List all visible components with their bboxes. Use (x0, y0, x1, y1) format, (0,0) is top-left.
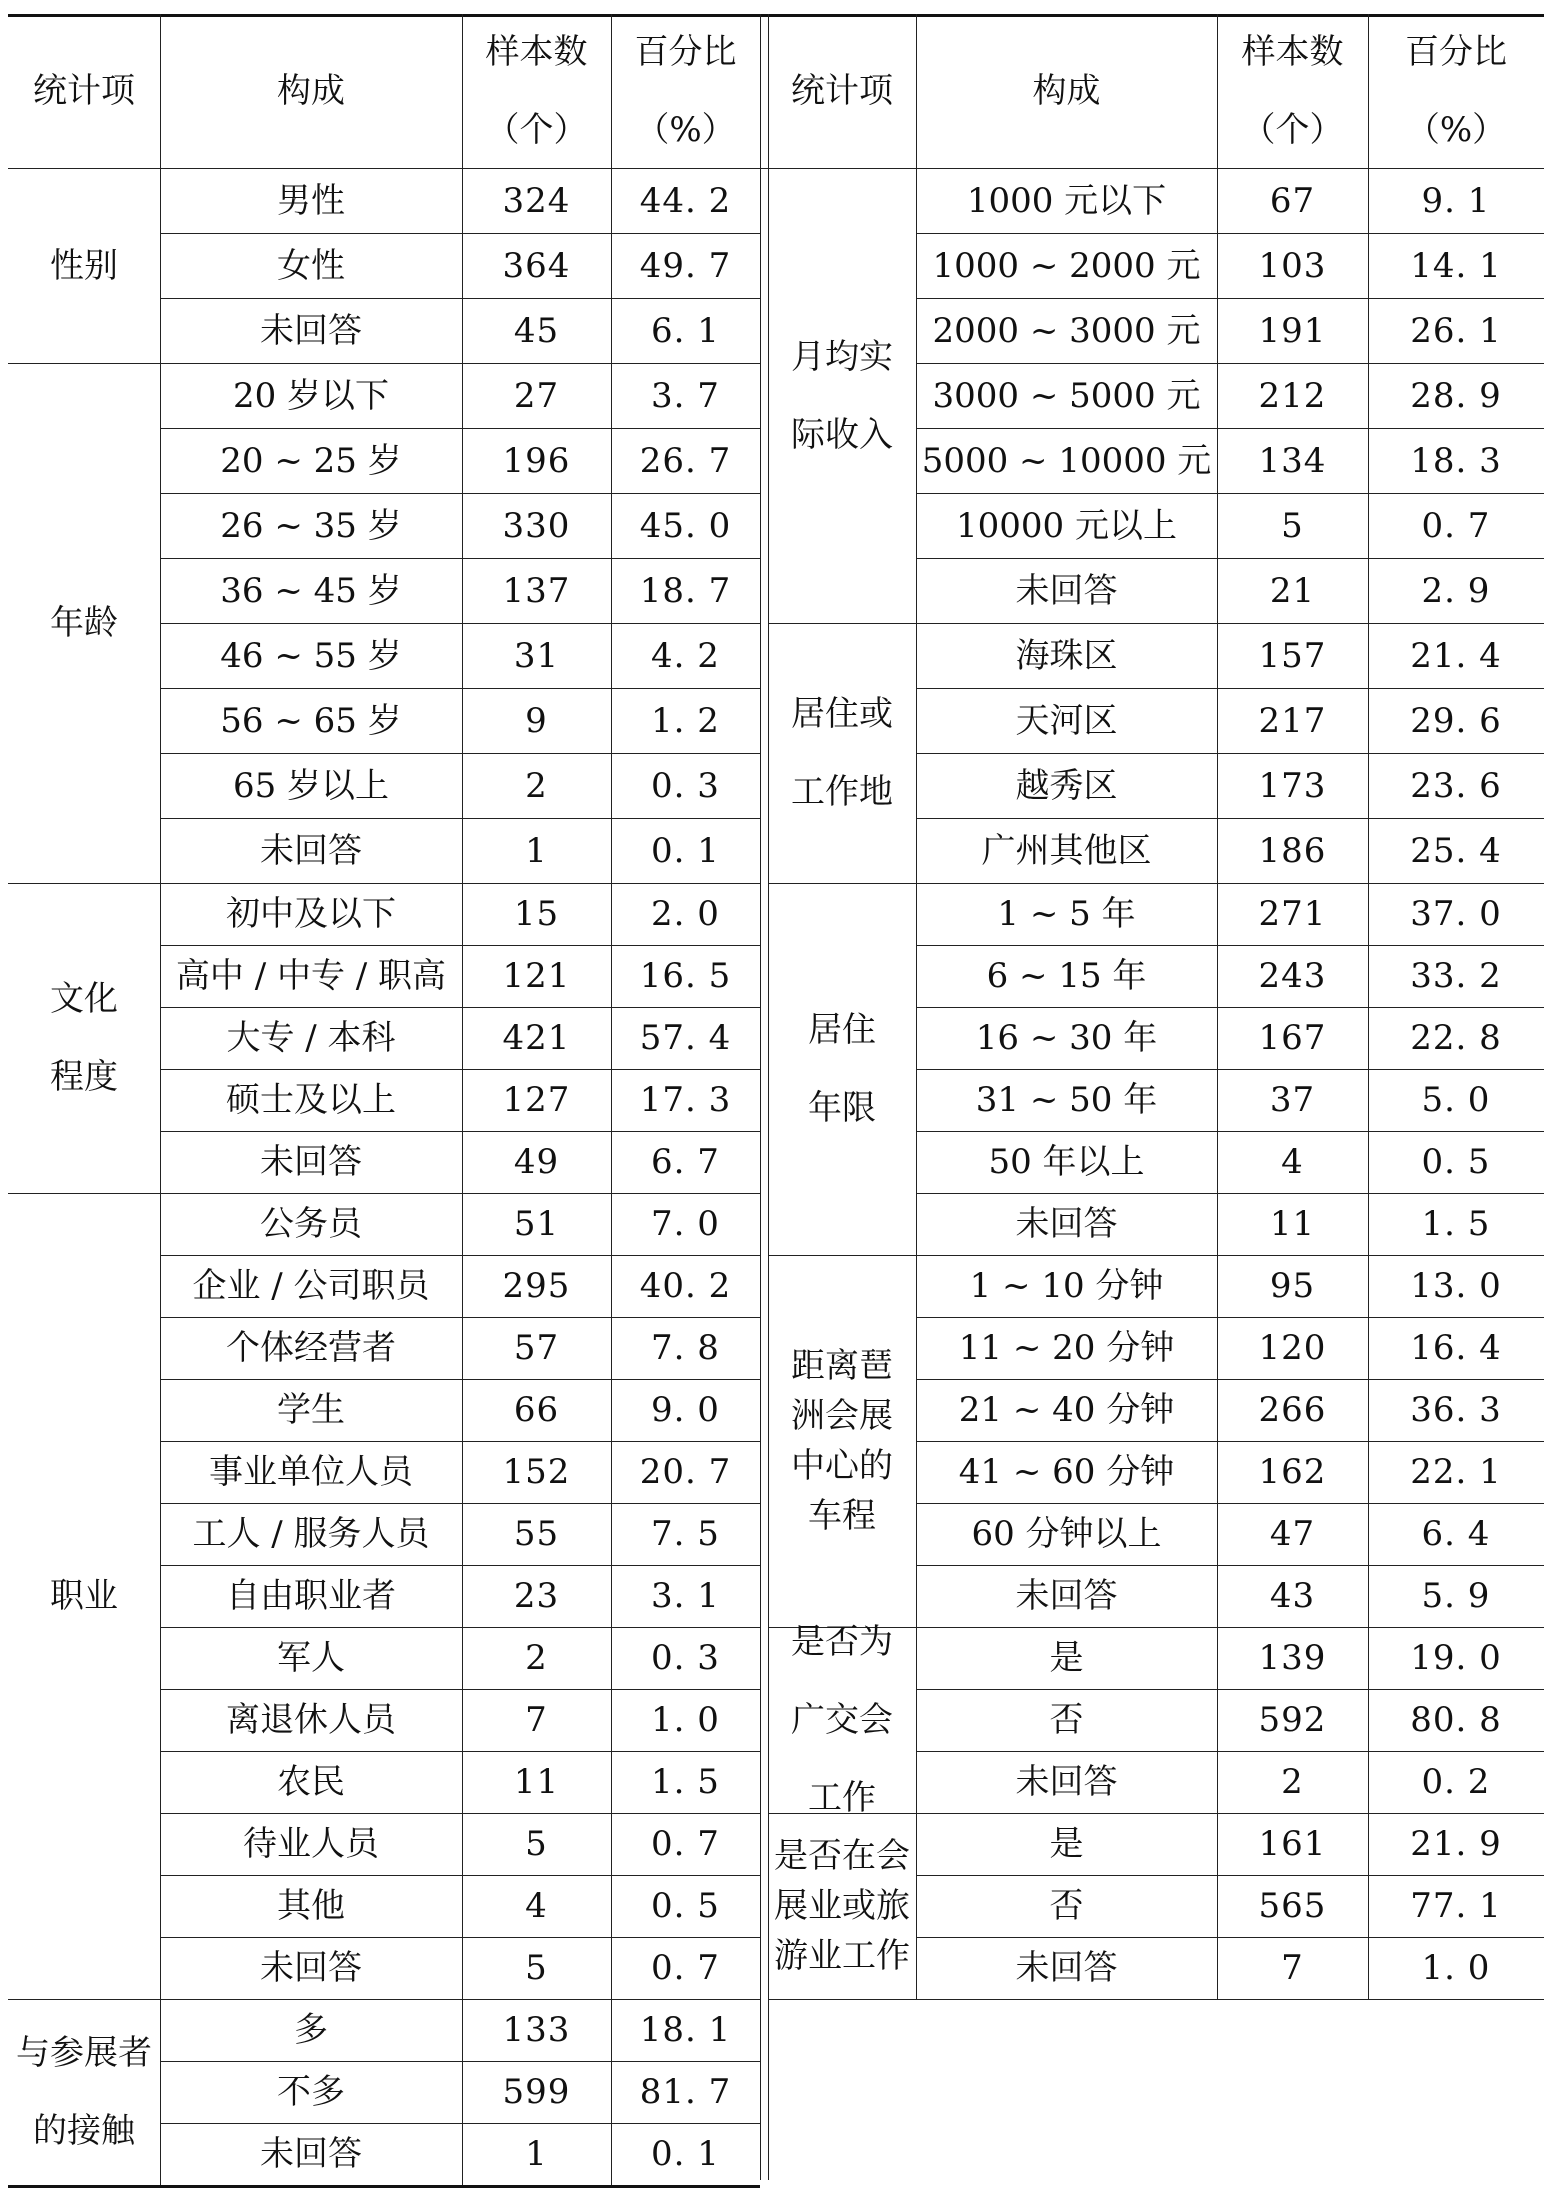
sample-count-cell: 5 (1281, 505, 1304, 546)
right-header-percent (1368, 14, 1544, 168)
percent-cell: 7. 8 (651, 1328, 720, 1368)
sample-count-cell: 67 (1269, 180, 1316, 221)
category-cell: 未回答 (260, 1142, 362, 1182)
sample-count-cell: 11 (1269, 1204, 1316, 1244)
category-cell: 不多 (277, 2072, 345, 2112)
percent-cell: 13. 0 (1410, 1266, 1502, 1306)
percent-cell: 1. 0 (1421, 1948, 1491, 1988)
category-cell: 未回答 (1015, 570, 1118, 611)
category-cell: 广州其他区 (981, 830, 1152, 871)
sample-count-cell: 51 (513, 1204, 560, 1244)
percent-cell: 33. 2 (1410, 956, 1502, 996)
percent-cell: 25. 4 (1410, 830, 1502, 871)
percent-cell: 40. 2 (639, 1266, 732, 1306)
sample-count-cell: 11 (513, 1762, 560, 1802)
sample-count-cell: 2 (1281, 1762, 1304, 1802)
sample-count-title: 样本数 (485, 32, 588, 72)
sample-count-cell: 4 (525, 1886, 548, 1926)
percent-cell: 44. 2 (639, 180, 732, 221)
category-cell: 军人 (277, 1638, 345, 1678)
category-cell: 离退休人员 (226, 1700, 396, 1740)
sample-count-cell: 217 (1258, 700, 1327, 741)
sample-count-cell: 1 (525, 830, 548, 871)
category-cell: 2000 ~ 3000 元 (932, 310, 1201, 351)
category-cell: 事业单位人员 (209, 1452, 413, 1492)
percent-cell: 0. 1 (651, 830, 720, 871)
category-cell: 越秀区 (1015, 765, 1118, 806)
category-cell: 41 ~ 60 分钟 (958, 1452, 1175, 1492)
sample-count-cell: 95 (1269, 1266, 1316, 1306)
percent-cell: 0. 3 (651, 765, 720, 806)
category-cell: 1 ~ 5 年 (997, 894, 1136, 934)
table-bottom-rule (8, 2185, 760, 2188)
percent-cell: 6. 4 (1421, 1514, 1491, 1554)
category-cell: 6 ~ 15 年 (986, 956, 1147, 996)
percent-cell: 5. 0 (1421, 1080, 1491, 1120)
sample-count-cell: 134 (1258, 440, 1327, 481)
percent-cell: 23. 6 (1410, 765, 1502, 806)
sample-count-cell: 295 (502, 1266, 571, 1306)
percent-cell: 37. 0 (1410, 894, 1502, 934)
percent-cell: 0. 3 (651, 1638, 720, 1678)
category-cell: 16 ~ 30 年 (975, 1018, 1158, 1058)
sample-count-cell: 103 (1258, 245, 1327, 286)
percent-cell: 0. 2 (1421, 1762, 1491, 1802)
category-cell: 天河区 (1015, 700, 1118, 741)
sample-count-unit: （个） (1241, 110, 1344, 150)
sample-count-cell: 47 (1269, 1514, 1316, 1554)
sample-count-cell: 9 (525, 700, 548, 741)
percent-cell: 18. 1 (639, 2010, 732, 2050)
column-rule (611, 14, 612, 2185)
percent-cell: 2. 0 (651, 894, 720, 934)
category-cell: 海珠区 (1015, 635, 1118, 676)
category-cell: 1000 元以下 (966, 180, 1167, 221)
percent-cell: 4. 2 (651, 635, 720, 676)
category-cell: 1000 ~ 2000 元 (932, 245, 1201, 286)
category-cell: 未回答 (260, 1948, 362, 1988)
sample-count-cell: 4 (1281, 1142, 1304, 1182)
group-label: 居住年限 (808, 1010, 876, 1128)
percent-title: 百分比 (1405, 32, 1507, 72)
sample-count-cell: 565 (1258, 1886, 1327, 1926)
percent-cell: 80. 8 (1410, 1700, 1502, 1740)
category-cell: 20 ~ 25 岁 (220, 440, 402, 481)
category-cell: 否 (1049, 1886, 1084, 1926)
sample-count-cell: 120 (1258, 1328, 1327, 1368)
sample-count-cell: 5 (525, 1824, 548, 1864)
left-header-stat-item: 统计项 (33, 71, 135, 111)
category-cell: 是 (1049, 1638, 1084, 1678)
percent-cell: 28. 9 (1410, 375, 1502, 416)
group-label: 是否在会展业或旅游业工作 (774, 1836, 910, 1976)
category-cell: 60 分钟以上 (971, 1514, 1162, 1554)
sample-count-cell: 133 (502, 2010, 571, 2050)
percent-cell: 57. 4 (639, 1018, 732, 1058)
sample-count-cell: 364 (502, 245, 571, 286)
category-cell: 36 ~ 45 岁 (220, 570, 402, 611)
percent-cell: 18. 7 (639, 570, 732, 611)
percent-cell: 3. 7 (651, 375, 720, 416)
category-cell: 未回答 (260, 830, 362, 871)
sample-count-cell: 57 (513, 1328, 560, 1368)
percent-cell: 0. 5 (651, 1886, 720, 1926)
category-cell: 未回答 (1015, 1948, 1118, 1988)
percent-cell: 6. 1 (651, 310, 720, 351)
percent-cell: 18. 3 (1410, 440, 1502, 481)
sample-count-cell: 324 (502, 180, 571, 221)
category-cell: 56 ~ 65 岁 (220, 700, 402, 741)
sample-count-cell: 186 (1258, 830, 1327, 871)
category-cell: 31 ~ 50 年 (975, 1080, 1158, 1120)
category-cell: 否 (1049, 1700, 1084, 1740)
sample-count-cell: 2 (525, 1638, 548, 1678)
sample-count-cell: 43 (1269, 1576, 1316, 1616)
percent-cell: 9. 0 (651, 1390, 720, 1430)
percent-cell: 21. 4 (1410, 635, 1502, 676)
right-header-sample-count (1217, 14, 1368, 168)
percent-cell: 1. 2 (651, 700, 720, 741)
category-cell: 个体经营者 (226, 1328, 396, 1368)
sample-count-cell: 27 (513, 375, 560, 416)
sample-count-cell: 157 (1258, 635, 1327, 676)
group-label: 月均实际收入 (791, 336, 893, 455)
group-label: 距离琶洲会展中心的车程 (791, 1346, 893, 1536)
category-cell: 46 ~ 55 岁 (220, 635, 402, 676)
table-top-rule (8, 14, 1544, 17)
group-label: 与参展者的接触 (16, 2033, 152, 2151)
category-cell: 未回答 (1015, 1762, 1118, 1802)
column-rule (160, 14, 161, 2185)
percent-cell: 20. 7 (639, 1452, 732, 1492)
group-label: 性别 (50, 245, 118, 286)
sample-count-cell: 21 (1269, 570, 1316, 611)
category-cell: 未回答 (1015, 1576, 1118, 1616)
category-cell: 11 ~ 20 分钟 (958, 1328, 1175, 1368)
percent-cell: 21. 9 (1410, 1824, 1502, 1864)
percent-cell: 77. 1 (1410, 1886, 1502, 1926)
left-header-composition: 构成 (277, 71, 345, 111)
sample-count-cell: 121 (502, 956, 571, 996)
category-cell: 硕士及以上 (226, 1080, 396, 1120)
percent-cell: 49. 7 (639, 245, 732, 286)
sample-count-cell: 243 (1258, 956, 1327, 996)
percent-cell: 22. 8 (1410, 1018, 1502, 1058)
category-cell: 3000 ~ 5000 元 (932, 375, 1201, 416)
sample-count-cell: 139 (1258, 1638, 1327, 1678)
sample-count-cell: 23 (513, 1576, 560, 1616)
sample-count-cell: 266 (1258, 1390, 1327, 1430)
percent-unit: （%） (635, 110, 736, 150)
percent-cell: 36. 3 (1410, 1390, 1502, 1430)
sample-count-cell: 167 (1258, 1018, 1327, 1058)
sample-count-cell: 196 (502, 440, 571, 481)
sample-count-cell: 212 (1258, 375, 1327, 416)
percent-cell: 17. 3 (639, 1080, 732, 1120)
percent-cell: 7. 5 (651, 1514, 720, 1554)
right-header-stat-item: 统计项 (791, 71, 893, 111)
column-rule (916, 14, 917, 1999)
group-label: 居住或工作地 (791, 694, 893, 812)
sample-count-cell: 66 (513, 1390, 560, 1430)
category-cell: 5000 ~ 10000 元 (921, 440, 1212, 481)
sample-count-cell: 161 (1258, 1824, 1327, 1864)
sample-count-cell: 7 (1281, 1948, 1304, 1988)
sample-count-cell: 592 (1258, 1700, 1327, 1740)
category-cell: 多 (294, 2010, 328, 2050)
percent-cell: 1. 5 (1421, 1204, 1491, 1244)
category-cell: 大专 / 本科 (226, 1018, 396, 1058)
percent-cell: 2. 9 (1421, 570, 1491, 611)
category-cell: 高中 / 中专 / 职高 (175, 956, 447, 996)
category-cell: 1 ~ 10 分钟 (969, 1266, 1164, 1306)
right-bottom-rule (768, 1999, 1544, 2000)
percent-cell: 6. 7 (651, 1142, 720, 1182)
column-rule (1368, 14, 1369, 1999)
category-cell: 50 年以上 (988, 1142, 1145, 1182)
category-cell: 未回答 (260, 310, 362, 351)
sample-count-cell: 37 (1269, 1080, 1316, 1120)
percent-cell: 16. 5 (639, 956, 732, 996)
column-rule (760, 14, 761, 2180)
sample-count-cell: 31 (513, 635, 560, 676)
percent-cell: 1. 0 (651, 1700, 720, 1740)
category-cell: 20 岁以下 (232, 375, 390, 416)
category-cell: 其他 (277, 1886, 345, 1926)
sample-count-cell: 2 (525, 765, 548, 806)
sample-count-cell: 271 (1258, 894, 1327, 934)
category-cell: 农民 (277, 1762, 345, 1802)
category-cell: 企业 / 公司职员 (192, 1266, 430, 1306)
right-header-composition: 构成 (1032, 71, 1101, 111)
percent-cell: 81. 7 (639, 2072, 732, 2112)
percent-cell: 5. 9 (1421, 1576, 1491, 1616)
sample-count-cell: 15 (513, 894, 560, 934)
percent-cell: 26. 1 (1410, 310, 1502, 351)
group-label: 文化程度 (50, 979, 118, 1097)
percent-unit: （%） (1405, 110, 1507, 150)
sample-count-cell: 330 (502, 505, 571, 546)
percent-cell: 19. 0 (1410, 1638, 1502, 1678)
percent-cell: 45. 0 (639, 505, 732, 546)
percent-cell: 22. 1 (1410, 1452, 1502, 1492)
percent-cell: 0. 5 (1421, 1142, 1491, 1182)
sample-count-cell: 7 (525, 1700, 548, 1740)
sample-count-cell: 45 (513, 310, 560, 351)
category-cell: 10000 元以上 (956, 505, 1177, 546)
percent-cell: 0. 7 (651, 1824, 720, 1864)
percent-cell: 29. 6 (1410, 700, 1502, 741)
percent-cell: 0. 7 (1421, 505, 1491, 546)
category-cell: 自由职业者 (226, 1576, 396, 1616)
category-cell: 未回答 (1015, 1204, 1118, 1244)
category-cell: 65 岁以上 (232, 765, 390, 806)
column-rule (1217, 14, 1218, 1999)
percent-cell: 9. 1 (1421, 180, 1491, 221)
group-label: 职业 (50, 1576, 118, 1616)
sample-count-unit: （个） (485, 110, 588, 150)
column-rule (462, 14, 463, 2185)
percent-cell: 0. 7 (651, 1948, 720, 1988)
sample-count-cell: 137 (502, 570, 571, 611)
percent-cell: 3. 1 (651, 1576, 720, 1616)
percent-title: 百分比 (634, 32, 737, 72)
sample-count-cell: 152 (502, 1452, 571, 1492)
header-rule (8, 168, 1544, 169)
category-cell: 男性 (277, 180, 345, 221)
category-cell: 26 ~ 35 岁 (220, 505, 402, 546)
percent-cell: 1. 5 (651, 1762, 720, 1802)
category-cell: 初中及以下 (226, 894, 396, 934)
category-cell: 女性 (277, 245, 345, 286)
sample-count-cell: 5 (525, 1948, 548, 1988)
percent-cell: 14. 1 (1410, 245, 1502, 286)
left-header-percent (611, 14, 760, 168)
sample-count-cell: 49 (513, 1142, 560, 1182)
sample-count-cell: 1 (525, 2134, 548, 2174)
percent-cell: 16. 4 (1410, 1328, 1502, 1368)
sample-count-cell: 162 (1258, 1452, 1327, 1492)
percent-cell: 0. 1 (651, 2134, 720, 2174)
percent-cell: 7. 0 (651, 1204, 720, 1244)
category-cell: 21 ~ 40 分钟 (958, 1390, 1175, 1430)
sample-count-cell: 173 (1258, 765, 1327, 806)
category-cell: 学生 (277, 1390, 345, 1430)
sample-count-cell: 191 (1258, 310, 1327, 351)
sample-count-cell: 599 (502, 2072, 571, 2112)
group-label: 年龄 (50, 603, 118, 643)
sample-count-cell: 421 (502, 1018, 571, 1058)
category-cell: 待业人员 (243, 1824, 379, 1864)
category-cell: 工人 / 服务人员 (192, 1514, 430, 1554)
category-cell: 未回答 (260, 2134, 362, 2174)
percent-cell: 26. 7 (639, 440, 732, 481)
group-label: 是否为广交会工作 (791, 1622, 893, 1818)
column-rule (768, 14, 769, 2180)
category-cell: 是 (1049, 1824, 1084, 1864)
left-header-sample-count (462, 14, 611, 168)
sample-count-title: 样本数 (1241, 32, 1344, 72)
sample-count-cell: 55 (513, 1514, 560, 1554)
category-cell: 公务员 (260, 1204, 362, 1244)
sample-count-cell: 127 (502, 1080, 571, 1120)
